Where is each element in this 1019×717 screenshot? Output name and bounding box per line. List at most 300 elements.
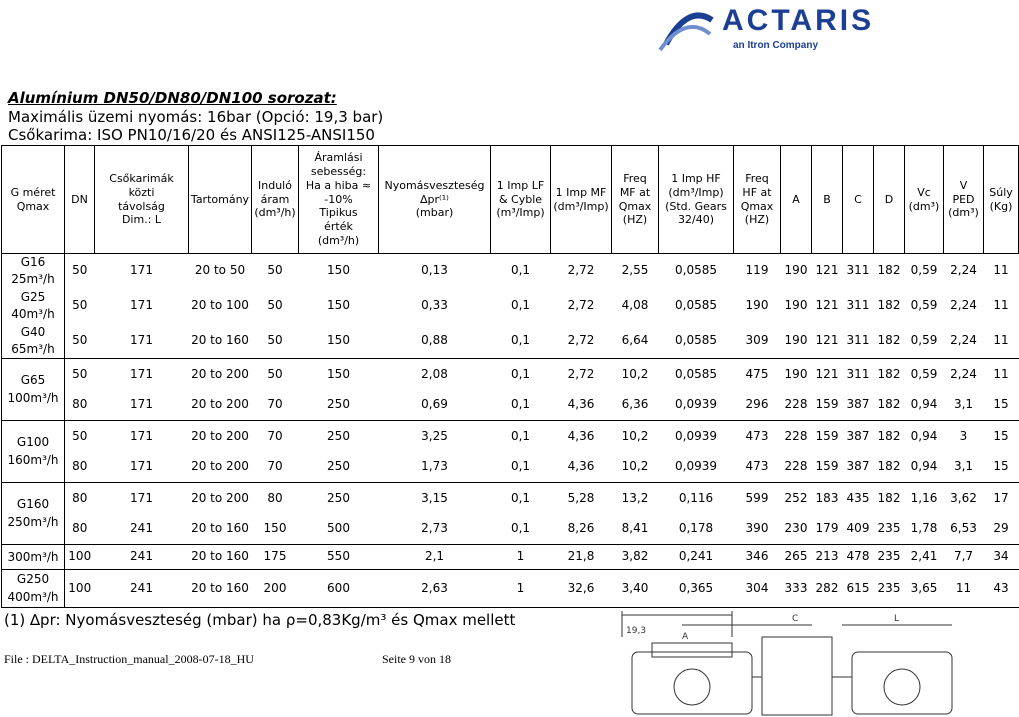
header-range xyxy=(189,146,252,254)
cell-c: 311 xyxy=(843,254,874,289)
footnote: (1) ∆pr: Nyomásveszteség (mbar) ha ρ=0,83Kg/m³ és Qmax mellett xyxy=(4,611,516,629)
cell-freq-mf: 13,2 xyxy=(612,483,659,514)
cell-a: 190 xyxy=(781,359,812,390)
header-line: PED xyxy=(952,192,975,206)
cell-pressure-loss: 0,13 xyxy=(379,254,491,289)
cell-pressure-loss: 1,73 xyxy=(421,459,448,474)
cell-imp-lf: 0,1 xyxy=(491,254,551,289)
cell-freq-mf: 3,40 xyxy=(612,570,659,608)
header-line: Qmax xyxy=(16,199,50,213)
cell-weight: 17 xyxy=(984,483,1019,514)
group-label xyxy=(2,483,65,545)
cell-imp-hf: 0,0585 xyxy=(675,333,717,348)
cell-b: 213 xyxy=(812,545,843,570)
header-row xyxy=(2,146,1019,254)
cell-weight: 11 xyxy=(984,254,1019,289)
cell-flow: 250 xyxy=(299,421,379,452)
cell-freq-hf: 190 xyxy=(745,298,769,313)
header-d xyxy=(874,146,905,254)
table-row xyxy=(2,483,1019,514)
cell-imp-lf: 0,1 xyxy=(510,397,531,412)
cell-dn: 50 xyxy=(65,254,95,289)
cell-weight: 43 xyxy=(984,570,1019,608)
cell-freq-hf: 473 xyxy=(745,459,769,474)
cell-pressure-loss: 2,08 xyxy=(379,359,491,390)
cell-flange-distance: 171 xyxy=(95,421,189,452)
cell-dn: 80 xyxy=(72,459,88,474)
cell-a: 190 xyxy=(784,298,808,313)
header-line: (dm³) xyxy=(908,199,940,213)
header-line: Ha a hiba ≈ xyxy=(305,178,372,192)
group-label-line: G25 xyxy=(20,289,46,304)
drawing-label-a: A xyxy=(682,632,689,642)
header-line: áram xyxy=(260,192,290,206)
header-line: Tartomány xyxy=(190,192,250,206)
cell-imp-lf: 1 xyxy=(491,570,551,608)
header-c xyxy=(843,146,874,254)
cell-range: 20 to 160 xyxy=(189,545,252,570)
cell-range: 20 to 100 xyxy=(191,298,249,313)
cell-flow: 150 xyxy=(299,359,379,390)
table-row xyxy=(2,254,1019,289)
group-label-line: 100m³/h xyxy=(7,390,59,405)
group-label-line: G16 xyxy=(20,255,46,269)
header-flange-distance xyxy=(95,146,189,254)
cell-start-flow: 50 xyxy=(267,333,283,348)
cell-freq-hf: 390 xyxy=(745,521,769,536)
header-line: G méret xyxy=(10,185,56,199)
spec-table-body xyxy=(2,254,1019,608)
cell-imp-mf: 21,8 xyxy=(551,545,612,570)
cell-range: 20 to 200 xyxy=(191,459,249,474)
page-number: Seite 9 von 18 xyxy=(382,652,451,666)
header-line: (dm³) xyxy=(948,206,979,220)
cell-a: 190 xyxy=(784,333,808,348)
header-line: 1 Imp MF xyxy=(555,185,607,199)
cell-flow: 250 xyxy=(327,459,350,474)
cell-v-ped: 7,7 xyxy=(944,545,984,570)
series-title: Alumínium DN50/DN80/DN100 sorozat: xyxy=(8,89,337,107)
cell-dn: 100 xyxy=(65,545,95,570)
cell-pressure-loss: 0,33 xyxy=(421,298,448,313)
cell-start-flow: 175 xyxy=(252,545,299,570)
header-line: Qmax xyxy=(618,199,652,213)
header-line: (dm³/Imp) xyxy=(668,185,724,199)
cell-flange-distance: 171 xyxy=(130,459,153,474)
header-line: Tipikus xyxy=(319,206,358,220)
cell-imp-mf: 2,72 xyxy=(567,333,595,348)
group-label-line: G40 xyxy=(20,324,46,339)
cell-freq-hf: 304 xyxy=(734,570,781,608)
meter-drawing xyxy=(612,607,959,717)
cell-imp-mf: 32,6 xyxy=(551,570,612,608)
header-vc xyxy=(905,146,944,254)
cell-weight: 11 xyxy=(993,333,1009,348)
cell-freq-mf: 10,2 xyxy=(621,459,649,474)
cell-vc: 0,59 xyxy=(910,298,938,313)
cell-dn: 80 xyxy=(65,483,95,514)
file-footer xyxy=(4,652,464,667)
cell-pressure-loss: 2,63 xyxy=(379,570,491,608)
cell-imp-mf: 4,36 xyxy=(567,397,595,412)
cell-vc: 0,94 xyxy=(910,459,938,474)
cell-imp-hf: 0,0585 xyxy=(659,359,734,390)
cell-a: 333 xyxy=(781,570,812,608)
actaris-logo xyxy=(658,4,958,52)
cell-imp-hf: 0,0939 xyxy=(675,459,717,474)
cell-d: 182 xyxy=(877,333,901,348)
header-line: B xyxy=(823,192,831,206)
cell-imp-mf: 8,26 xyxy=(567,521,595,536)
header-line: távolság xyxy=(118,199,165,213)
cell-range: 20 to 160 xyxy=(191,521,249,536)
cell-range: 20 to 160 xyxy=(191,333,249,348)
cell-flange-distance: 171 xyxy=(130,298,153,313)
cell-v-ped: 2,24 xyxy=(950,333,977,348)
header-line: A xyxy=(792,192,800,206)
cell-flange-distance: 241 xyxy=(130,521,153,536)
cell-pressure-loss: 0,88 xyxy=(421,333,448,348)
cell-freq-mf: 2,55 xyxy=(612,254,659,289)
cell-dn: 80 xyxy=(72,397,88,412)
cell-c: 311 xyxy=(846,298,870,313)
cell-dn: 50 xyxy=(72,298,88,313)
header-line: Freq xyxy=(745,172,769,185)
cell-flow: 250 xyxy=(299,483,379,514)
table-row xyxy=(2,390,1019,421)
cell-a: 228 xyxy=(784,459,808,474)
cell-b: 282 xyxy=(812,570,843,608)
cell-freq-mf: 10,2 xyxy=(612,359,659,390)
flange-line: Csőkarima: ISO PN10/16/20 és ANSI125-ANSI150 xyxy=(8,126,375,144)
cell-d: 235 xyxy=(874,570,905,608)
cell-weight: 15 xyxy=(993,459,1009,474)
cell-imp-mf: 5,28 xyxy=(551,483,612,514)
cell-vc: 1,78 xyxy=(910,521,938,536)
cell-b: 159 xyxy=(812,421,843,452)
cell-d: 182 xyxy=(877,459,901,474)
cell-freq-hf: 473 xyxy=(734,421,781,452)
cell-start-flow: 150 xyxy=(263,521,287,536)
table-row xyxy=(2,452,1019,483)
cell-b: 121 xyxy=(815,298,839,313)
cell-d: 182 xyxy=(874,421,905,452)
cell-a: 252 xyxy=(781,483,812,514)
table-row xyxy=(2,359,1019,390)
cell-flange-distance: 171 xyxy=(130,333,153,348)
cell-dn: 80 xyxy=(72,521,88,536)
cell-v-ped: 3 xyxy=(944,421,984,452)
cell-c: 387 xyxy=(846,397,870,412)
cell-c: 387 xyxy=(843,421,874,452)
cell-flow: 500 xyxy=(327,521,350,536)
cell-pressure-loss: 0,69 xyxy=(421,397,448,412)
header-line: V xyxy=(959,178,968,192)
cell-imp-hf: 0,365 xyxy=(659,570,734,608)
cell-imp-lf: 0,1 xyxy=(491,483,551,514)
header-pressure-loss xyxy=(379,146,491,254)
cell-a: 265 xyxy=(781,545,812,570)
drawing-label-19: 19,3 xyxy=(626,626,647,636)
header-line: Áramlási xyxy=(314,151,363,165)
cell-start-flow: 70 xyxy=(267,397,283,412)
brand-tagline: an Itron Company xyxy=(733,40,819,51)
cell-range: 20 to 200 xyxy=(189,421,252,452)
cell-v-ped: 3,1 xyxy=(953,397,974,412)
cell-freq-mf: 6,36 xyxy=(621,397,649,412)
cell-freq-mf: 3,82 xyxy=(612,545,659,570)
pressure-line: Maximális üzemi nyomás: 16bar (Opció: 19,3 bar) xyxy=(8,108,384,126)
header-line: 1 Imp LF xyxy=(496,178,545,192)
cell-vc: 0,59 xyxy=(905,359,944,390)
header-line: Qmax xyxy=(740,199,774,213)
header-line: (HZ) xyxy=(744,213,770,227)
cell-a: 230 xyxy=(784,521,808,536)
cell-flange-distance: 171 xyxy=(95,483,189,514)
cell-b: 183 xyxy=(812,483,843,514)
cell-v-ped: 3,62 xyxy=(944,483,984,514)
cell-b: 159 xyxy=(815,459,839,474)
table-row xyxy=(2,514,1019,545)
header-line: Induló xyxy=(258,178,292,192)
group-label-line: G100 xyxy=(16,435,50,450)
header-g-meret xyxy=(2,146,65,254)
cell-dn: 50 xyxy=(72,333,88,348)
cell-flow: 150 xyxy=(299,254,379,289)
cell-imp-mf: 2,72 xyxy=(551,359,612,390)
header-line: (Std. Gears xyxy=(665,199,727,213)
cell-vc: 0,94 xyxy=(910,397,938,412)
cell-freq-mf: 10,2 xyxy=(612,421,659,452)
cell-a: 228 xyxy=(784,397,808,412)
header-line: DN xyxy=(71,192,88,206)
header-freq-mf xyxy=(612,146,659,254)
cell-d: 182 xyxy=(874,359,905,390)
cell-start-flow: 200 xyxy=(252,570,299,608)
header-imp-lf xyxy=(491,146,551,254)
cell-pressure-loss: 3,15 xyxy=(379,483,491,514)
cell-imp-mf: 4,36 xyxy=(551,421,612,452)
cell-imp-lf: 0,1 xyxy=(510,521,531,536)
cell-freq-mf: 6,64 xyxy=(621,333,649,348)
cell-range: 20 to 160 xyxy=(189,570,252,608)
header-imp-hf xyxy=(659,146,734,254)
cell-vc: 2,41 xyxy=(905,545,944,570)
cell-weight: 15 xyxy=(984,421,1019,452)
table-row xyxy=(2,421,1019,452)
cell-range: 20 to 200 xyxy=(189,483,252,514)
cell-weight: 11 xyxy=(984,359,1019,390)
header-line: közti xyxy=(128,185,155,199)
cell-start-flow: 70 xyxy=(267,459,283,474)
header-line: érték xyxy=(324,220,353,234)
cell-dn: 100 xyxy=(65,570,95,608)
cell-freq-mf: 4,08 xyxy=(621,298,649,313)
cell-pressure-loss: 3,25 xyxy=(379,421,491,452)
group-label-line: 250m³/h xyxy=(7,514,59,529)
cell-flow: 550 xyxy=(299,545,379,570)
cell-range: 20 to 200 xyxy=(189,359,252,390)
header-line: Dim.: L xyxy=(121,213,162,227)
cell-dn: 50 xyxy=(65,421,95,452)
cell-flow: 600 xyxy=(299,570,379,608)
group-label-line: G250 xyxy=(16,572,50,587)
group-label-line: 40m³/h xyxy=(11,307,55,322)
header-line: Freq xyxy=(623,172,647,185)
cell-b: 159 xyxy=(815,397,839,412)
cell-imp-hf: 0,116 xyxy=(659,483,734,514)
cell-pressure-loss: 2,73 xyxy=(421,521,448,536)
group-label-line: 65m³/h xyxy=(11,341,55,356)
cell-start-flow: 50 xyxy=(252,359,299,390)
cell-freq-hf: 346 xyxy=(734,545,781,570)
cell-range: 20 to 50 xyxy=(189,254,252,289)
header-line: C xyxy=(854,192,862,206)
cell-c: 387 xyxy=(846,459,870,474)
table-row xyxy=(2,545,1019,570)
cell-imp-lf: 0,1 xyxy=(510,298,531,313)
cell-imp-hf: 0,0585 xyxy=(675,298,717,313)
cell-range: 20 to 200 xyxy=(191,397,249,412)
cell-flange-distance: 241 xyxy=(95,545,189,570)
header-line: 1 Imp HF xyxy=(671,172,721,185)
cell-v-ped: 11 xyxy=(944,570,984,608)
cell-vc: 0,94 xyxy=(905,421,944,452)
cell-b: 121 xyxy=(812,254,843,289)
cell-d: 182 xyxy=(877,298,901,313)
header-line: (mbar) xyxy=(415,206,454,220)
group-label xyxy=(2,545,65,570)
group-label-line: 160m³/h xyxy=(7,452,59,467)
cell-freq-mf: 8,41 xyxy=(621,521,649,536)
header-line: Nyomásveszteség xyxy=(384,178,485,192)
group-label-line: G160 xyxy=(16,497,50,512)
header-line: HF at xyxy=(742,185,772,199)
cell-vc: 1,16 xyxy=(905,483,944,514)
cell-flow: 250 xyxy=(327,397,350,412)
cell-d: 235 xyxy=(877,521,901,536)
cell-weight: 29 xyxy=(993,521,1009,536)
cell-imp-lf: 1 xyxy=(491,545,551,570)
cell-v-ped: 2,24 xyxy=(950,298,977,313)
header-a xyxy=(781,146,812,254)
cell-flow: 150 xyxy=(327,333,350,348)
cell-pressure-loss: 2,1 xyxy=(379,545,491,570)
group-label-line: 25m³/h xyxy=(11,272,55,287)
table-row xyxy=(2,324,1019,359)
cell-freq-hf: 309 xyxy=(745,333,769,348)
cell-imp-hf: 0,178 xyxy=(678,521,714,536)
cell-a: 190 xyxy=(781,254,812,289)
group-label-line: 400m³/h xyxy=(7,589,59,604)
cell-start-flow: 70 xyxy=(252,421,299,452)
cell-c: 615 xyxy=(843,570,874,608)
header-line: D xyxy=(884,192,894,206)
group-label xyxy=(2,570,65,608)
cell-flow: 150 xyxy=(327,298,350,313)
cell-imp-hf: 0,0585 xyxy=(659,254,734,289)
cell-freq-hf: 599 xyxy=(734,483,781,514)
cell-b: 121 xyxy=(812,359,843,390)
cell-a: 228 xyxy=(781,421,812,452)
cell-imp-hf: 0,0939 xyxy=(659,421,734,452)
brand-name: ACTARIS xyxy=(722,4,875,37)
group-label xyxy=(2,421,65,483)
cell-imp-hf: 0,0939 xyxy=(675,397,717,412)
header-freq-hf xyxy=(734,146,781,254)
header-line: (dm³/h) xyxy=(254,206,296,220)
header-line: (HZ) xyxy=(622,213,648,227)
cell-imp-lf: 0,1 xyxy=(491,359,551,390)
cell-flange-distance: 171 xyxy=(95,254,189,289)
cell-c: 311 xyxy=(843,359,874,390)
group-label-line: G65 xyxy=(20,373,46,388)
header-line: (m³/Imp) xyxy=(496,206,545,220)
header-dn xyxy=(65,146,95,254)
header-line: Súly xyxy=(989,185,1013,199)
cell-v-ped: 2,24 xyxy=(944,254,984,289)
cell-c: 409 xyxy=(846,521,870,536)
cell-d: 235 xyxy=(874,545,905,570)
cell-imp-lf: 0,1 xyxy=(510,459,531,474)
cell-weight: 15 xyxy=(993,397,1009,412)
table-row xyxy=(2,289,1019,324)
cell-imp-lf: 0,1 xyxy=(510,333,531,348)
cell-imp-mf: 2,72 xyxy=(551,254,612,289)
header-line: sebesség: xyxy=(310,165,367,179)
header-line: Vc xyxy=(917,185,931,199)
spec-table xyxy=(1,145,1019,608)
header-line: 32/40) xyxy=(678,213,714,227)
group-label xyxy=(2,254,65,359)
header-line: -10% xyxy=(324,192,353,206)
actaris-logo-icon xyxy=(658,10,718,52)
group-label-line: 300m³/h xyxy=(7,549,59,564)
cell-start-flow: 50 xyxy=(252,254,299,289)
drawing-label-c: C xyxy=(792,614,799,624)
header-b xyxy=(812,146,843,254)
header-line: ∆pr⁽¹⁾ xyxy=(420,192,449,206)
header-weight xyxy=(984,146,1019,254)
cell-flange-distance: 171 xyxy=(130,397,153,412)
header-line: Csőkarimák xyxy=(109,172,174,185)
cell-b: 121 xyxy=(815,333,839,348)
cell-imp-mf: 4,36 xyxy=(567,459,595,474)
cell-start-flow: 80 xyxy=(252,483,299,514)
cell-freq-hf: 119 xyxy=(734,254,781,289)
cell-weight: 34 xyxy=(984,545,1019,570)
cell-d: 182 xyxy=(874,483,905,514)
header-line: & Cyble xyxy=(498,192,543,206)
cell-vc: 0,59 xyxy=(905,254,944,289)
cell-v-ped: 6,53 xyxy=(950,521,977,536)
header-line: MF at xyxy=(619,185,651,199)
cell-d: 182 xyxy=(874,254,905,289)
cell-imp-lf: 0,1 xyxy=(491,421,551,452)
cell-v-ped: 3,1 xyxy=(953,459,974,474)
cell-vc: 0,59 xyxy=(910,333,938,348)
cell-weight: 11 xyxy=(993,298,1009,313)
file-name: File : DELTA_Instruction_manual_2008-07-18_HU xyxy=(4,652,254,666)
group-label xyxy=(2,359,65,421)
cell-c: 311 xyxy=(846,333,870,348)
header-flow xyxy=(299,146,379,254)
header-start-flow xyxy=(252,146,299,254)
table-row xyxy=(2,570,1019,608)
cell-c: 435 xyxy=(843,483,874,514)
cell-freq-hf: 475 xyxy=(734,359,781,390)
cell-v-ped: 2,24 xyxy=(944,359,984,390)
